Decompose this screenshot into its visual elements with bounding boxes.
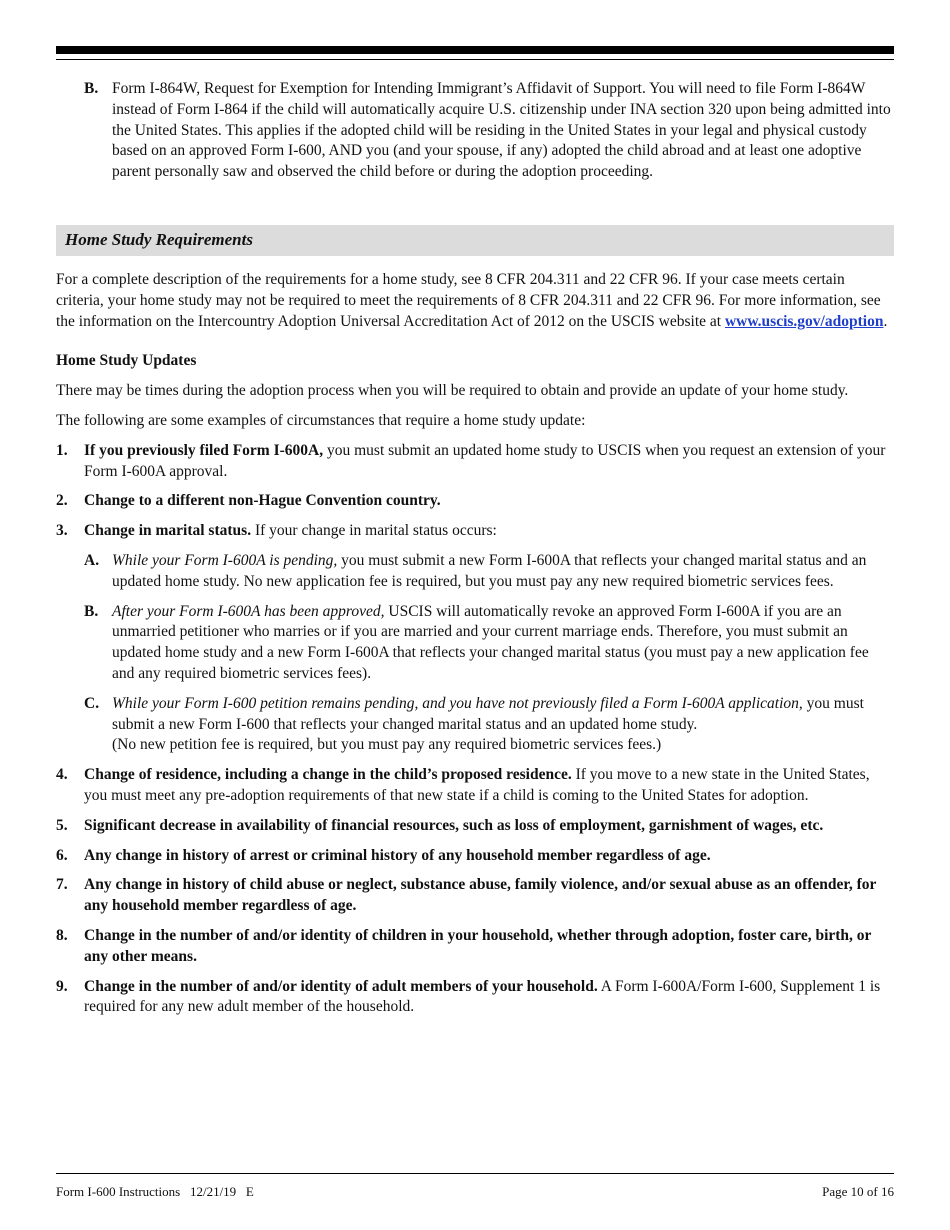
header-thick-rule xyxy=(56,46,894,54)
sub-item-label: A. xyxy=(84,551,100,569)
sub-item-a xyxy=(84,551,894,593)
item-body xyxy=(84,875,894,917)
item-number: 6. xyxy=(56,846,68,864)
item-body xyxy=(84,977,894,1019)
sub-item-label: B. xyxy=(84,602,99,620)
list-item-2 xyxy=(56,491,894,512)
item-label: B. xyxy=(84,80,99,97)
section-intro xyxy=(56,270,894,332)
section-header xyxy=(56,225,894,256)
sub-item-c xyxy=(84,694,894,756)
item-number: 2. xyxy=(56,492,68,510)
uscis-adoption-link[interactable]: www.uscis.gov/adoption xyxy=(724,312,884,330)
item-number: 1. xyxy=(56,441,68,459)
item-number: 8. xyxy=(56,926,68,944)
sub-item-italic: After your Form I-600A has been approved, xyxy=(112,602,385,620)
intro-end: . xyxy=(883,312,888,330)
item-body xyxy=(84,441,894,483)
item-body xyxy=(84,491,894,512)
item-bold-text: Change in the number of and/or identity of adult members of your household. xyxy=(84,977,598,995)
sub-item-text: you must submit a new Form I-600 that reflects your changed marital status and an updated home study. xyxy=(112,694,864,733)
sub-item-body xyxy=(112,602,894,685)
footer-form-info: Form I-600 Instructions 12/21/19 E xyxy=(56,1184,254,1199)
sub-item-body xyxy=(112,694,894,756)
sub-item-italic: While your Form I-600 petition remains pending, and you have not previously filed a Form I-600A application, xyxy=(112,694,803,712)
section-title: Home Study Requirements xyxy=(65,230,253,250)
list-item-9 xyxy=(56,977,894,1019)
item-text: you must submit an updated home study to USCIS when you request an extension of your Form I-600A approval. xyxy=(84,441,886,480)
header-thin-rule xyxy=(56,59,894,60)
list-item-8 xyxy=(56,926,894,968)
item-body xyxy=(84,765,894,807)
item-body xyxy=(84,816,894,837)
sub-item-text: you must submit a new Form I-600A that reflects your changed marital status and an updated home study. No new application fee is required, but you must pay any new required biometric services fees. xyxy=(112,551,867,590)
sub-item-italic: While your Form I-600A is pending, xyxy=(112,551,338,569)
page-content xyxy=(56,79,894,1018)
item-text: If you move to a new state in the United States, you must meet any pre-adoption requirements of that new state if a child is coming to the United States for adoption. xyxy=(84,766,870,804)
item-number: 9. xyxy=(56,977,68,995)
sub-item-b xyxy=(84,602,894,685)
item-bold-text: Any change in history of arrest or criminal history of any household member regardless of age. xyxy=(84,846,711,864)
item-text: A Form I-600A/Form I-600, Supplement 1 is required for any new adult member of the household. xyxy=(84,977,881,1016)
item-bold-text: Significant decrease in availability of financial resources, such as loss of employment, garnishment of wages, etc. xyxy=(84,816,824,834)
intro-text: For a complete description of the requirements for a home study, see 8 CFR 204.311 and 22 CFR 96. If your case meets certain criteria, your home study may not be required to meet the requirements of 8 CFR 204.311 and 22 CFR 96. For more information, see the information on the Intercountry Adoption Universal Accreditation Act of 2012 on the USCIS website at xyxy=(56,270,881,330)
item-number: 4. xyxy=(56,766,68,784)
item-text: If your change in marital status occurs: xyxy=(251,522,497,540)
item-bold-text: Change of residence, including a change in the child’s proposed residence. xyxy=(84,766,572,784)
item-bold-text: Change in the number of and/or identity of children in your household, whether through adoption, foster care, birth, or any other means. xyxy=(84,926,872,965)
item-bold-text: Change to a different non-Hague Convention country. xyxy=(84,492,441,510)
sub-item-label: C. xyxy=(84,694,100,712)
footer-page-number: Page 10 of 16 xyxy=(822,1184,894,1199)
footer-rule xyxy=(56,1173,894,1174)
sub-item-body xyxy=(112,551,894,593)
updates-paragraph-2: The following are some examples of circumstances that require a home study update: xyxy=(56,411,586,429)
sub-item-note: (No new petition fee is required, but you must pay any required biometric services fees.) xyxy=(112,736,662,754)
list-item-6 xyxy=(56,846,894,867)
list-item-3 xyxy=(56,521,894,756)
list-item-5 xyxy=(56,816,894,837)
list-item-4 xyxy=(56,765,894,807)
item-body xyxy=(84,926,894,968)
list-item-7 xyxy=(56,875,894,917)
item-b-form-i864w xyxy=(56,79,894,183)
sub-item-text: USCIS will automatically revoke an approved Form I-600A if you are an unmarried petitioner who marries or if you are married and your current marriage ends. Therefore, you must submit an updated home study and a new Form I-600A that reflects your changed marital status (you must pay a new application fee and any required biometric services fees). xyxy=(112,602,869,682)
item-number: 7. xyxy=(56,876,68,894)
item-bold-text: Change in marital status. xyxy=(84,522,252,540)
item-text: Form I-864W, Request for Exemption for Intending Immigrant’s Affidavit of Support. You will need to file Form I-864W instead of Form I-864 if the child will automatically acquire U.S. citizenship under INA section 320 upon being admitted into the United States. This applies if the adopted child will be residing in the United States in your legal and physical custody based on an approved Form I-600, AND you (and your spouse, if any) adopted the child abroad and at least one adoptive parent personally saw and observed the child before or during the adoption proceeding. xyxy=(112,80,891,181)
item-body xyxy=(84,521,894,542)
subsection-heading: Home Study Updates xyxy=(56,352,197,370)
item-bold-text: If you previously filed Form I-600A, xyxy=(84,441,324,459)
updates-paragraph-1: There may be times during the adoption process when you will be required to obtain and provide an update of your home study. xyxy=(56,382,849,400)
item-number: 5. xyxy=(56,816,68,834)
list-item-1 xyxy=(56,441,894,483)
item-number: 3. xyxy=(56,522,68,540)
item-body xyxy=(84,846,894,867)
item-bold-text: Any change in history of child abuse or neglect, substance abuse, family violence, and/or sexual abuse as an offender, for any household member regardless of age. xyxy=(84,876,877,915)
